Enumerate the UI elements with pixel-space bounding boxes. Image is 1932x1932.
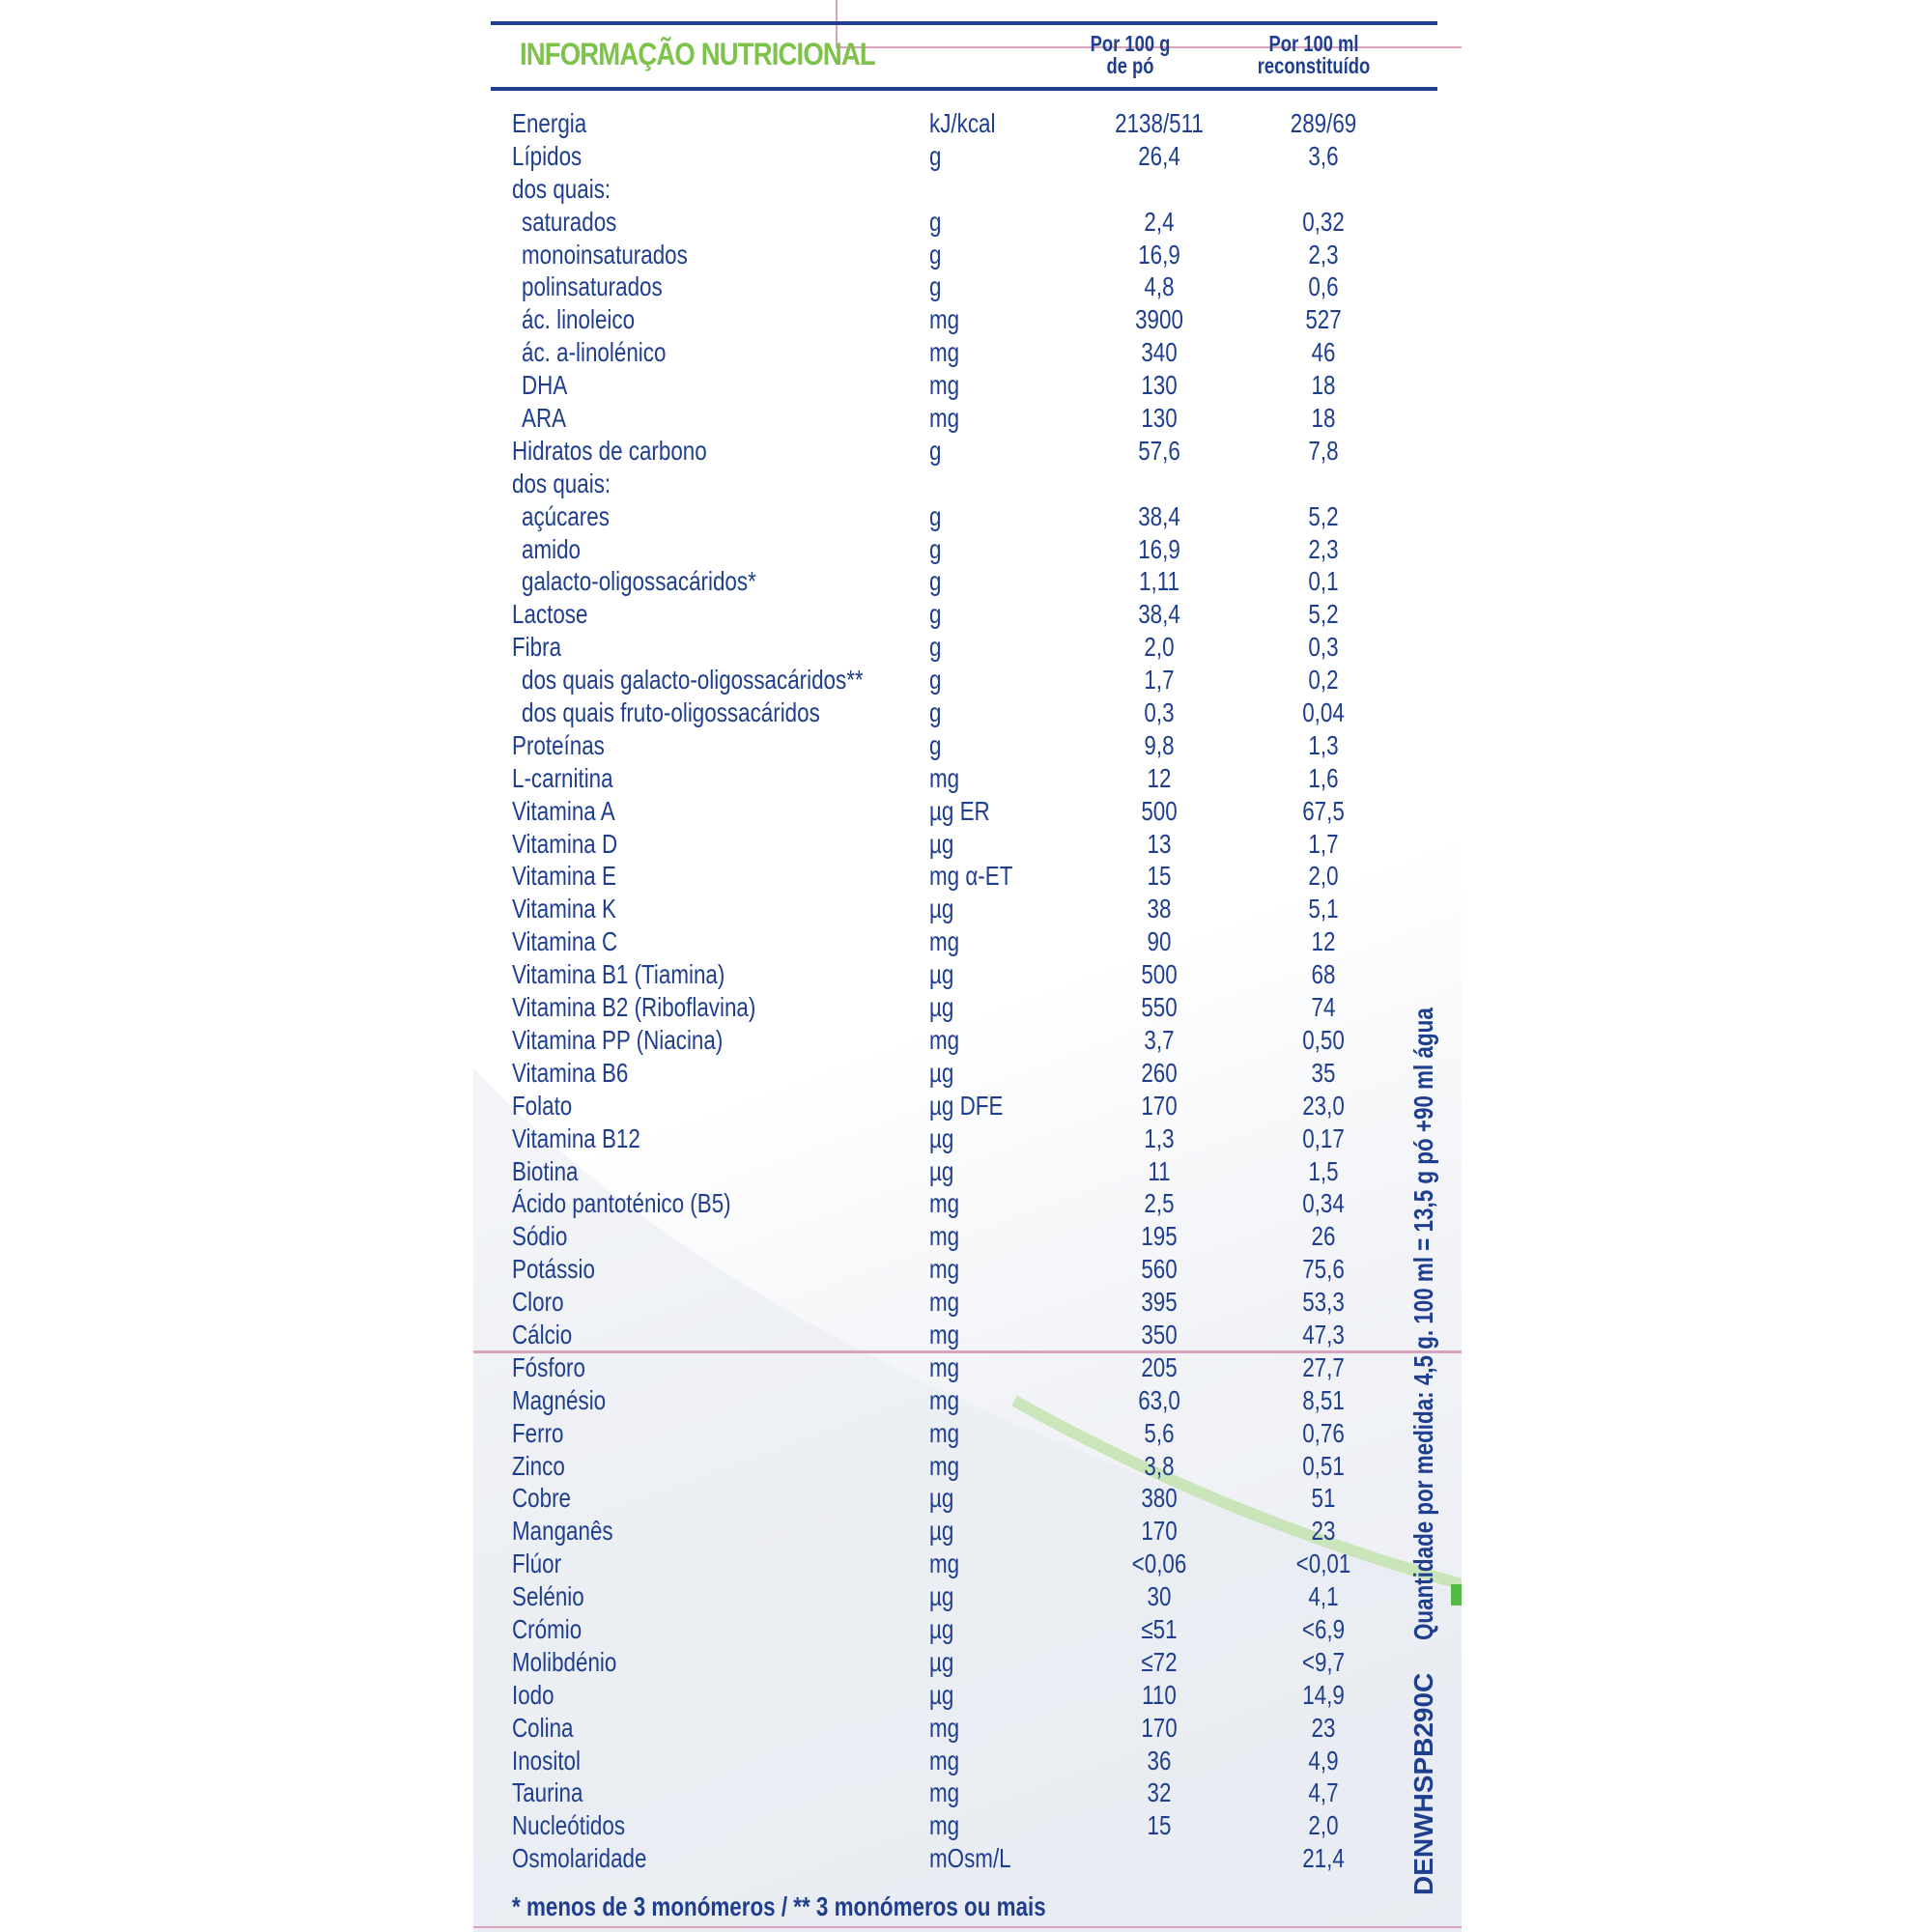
column-header-line: reconstituído [1257,53,1371,78]
value-per-100ml: 7,8 [1308,435,1339,466]
value-per-100g: 2,0 [1144,632,1175,663]
value-per-100ml: 35 [1311,1057,1336,1088]
nutrient-row [473,696,1462,729]
nutrient-unit: g [929,632,942,663]
value-per-100g: 38,4 [1138,500,1180,531]
nutrient-row [473,1384,1462,1417]
nutrient-row [473,402,1462,435]
nutrient-row [473,1745,1462,1777]
value-per-100g: 9,8 [1144,729,1175,760]
nutrient-row [473,1024,1462,1057]
value-per-100g: 3,8 [1144,1450,1175,1481]
nutrient-row [473,893,1462,925]
nutrient-name: Hidratos de carbono [512,435,707,466]
column-header-per-100ml [1236,33,1391,77]
nutrient-name: Folato [512,1090,573,1121]
value-per-100g: 15 [1147,861,1172,892]
nutrient-unit: mg [929,1351,960,1382]
nutrient-name: Lactose [512,599,588,630]
nutrient-unit: µg [929,1679,954,1710]
nutrient-name: Vitamina K [512,894,616,924]
value-per-100ml: 14,9 [1302,1679,1345,1710]
value-per-100g: 170 [1141,1516,1178,1547]
value-per-100ml: 1,6 [1308,762,1339,793]
nutrient-name: Ácido pantoténico (B5) [512,1188,731,1219]
nutrient-unit: mg [929,337,960,368]
value-per-100ml: 0,32 [1302,206,1345,237]
value-per-100g: 0,3 [1144,697,1175,728]
nutrient-unit: mg [929,1319,960,1350]
nutrient-name: dos quais galacto-oligossacáridos** [522,665,864,696]
nutrient-unit: mg [929,1548,960,1579]
nutrient-name: Vitamina B12 [512,1122,640,1153]
nutrient-row [473,500,1462,533]
nutrient-name: Iodo [512,1679,554,1710]
nutrient-unit: g [929,435,942,466]
nutrient-unit: µg ER [929,795,990,826]
value-per-100g: 205 [1141,1351,1178,1382]
nutrient-row [473,958,1462,991]
value-per-100g: 5,6 [1144,1417,1175,1448]
value-per-100ml: 4,7 [1308,1777,1339,1808]
value-per-100g: ≤51 [1141,1613,1178,1644]
nutrient-name: Cobre [512,1483,572,1514]
nutrient-row [473,1057,1462,1090]
nutrient-name: Vitamina E [512,861,616,892]
column-header-per-100g [1053,33,1208,77]
value-per-100ml: 0,2 [1308,665,1339,696]
value-per-100g: 195 [1141,1221,1178,1252]
nutrient-unit: µg [929,894,954,924]
nutrient-unit: g [929,697,942,728]
nutrient-name: Vitamina A [512,795,615,826]
value-per-100ml: 75,6 [1302,1254,1345,1285]
value-per-100ml: 53,3 [1302,1287,1345,1318]
value-per-100ml: 2,0 [1308,861,1339,892]
value-per-100ml: 5,2 [1308,599,1339,630]
value-per-100g: 170 [1141,1712,1178,1743]
nutrient-row [473,1450,1462,1483]
nutrient-row [473,140,1462,173]
value-per-100g: 16,9 [1138,239,1180,270]
header-rule-bottom [491,87,1437,91]
nutrient-name: Vitamina B2 (Riboflavina) [512,992,756,1023]
value-per-100ml: 1,3 [1308,729,1339,760]
nutrient-row [473,1679,1462,1712]
value-per-100g: 560 [1141,1254,1178,1285]
nutrient-name: Taurina [512,1777,583,1808]
value-per-100g: 3900 [1135,304,1183,335]
nutrient-name: dos quais fruto-oligossacáridos [522,697,820,728]
value-per-100ml: 0,1 [1308,566,1339,597]
nutrient-row [473,1712,1462,1745]
value-per-100ml: 27,7 [1302,1351,1345,1382]
product-code: DENWHSPB290C [1408,1672,1438,1895]
value-per-100ml: 12 [1311,926,1336,957]
nutrient-row [473,729,1462,762]
value-per-100g: 12 [1147,762,1172,793]
nutrient-name: Vitamina C [512,926,618,957]
nutrient-name: amido [522,533,582,564]
value-per-100ml: 0,3 [1308,632,1339,663]
nutrient-name: Biotina [512,1155,579,1186]
nutrient-name: Osmolaridade [512,1843,647,1874]
value-per-100g: 36 [1147,1745,1172,1776]
nutrient-name: Manganês [512,1516,613,1547]
nutrient-unit: mg [929,1777,960,1808]
value-per-100g: 500 [1141,795,1178,826]
nutrient-name: monoinsaturados [522,239,688,270]
value-per-100g: 38 [1147,894,1172,924]
value-per-100g: 1,3 [1144,1122,1175,1153]
nutrient-unit: mg [929,762,960,793]
nutrient-row [473,107,1462,140]
nutrient-row [473,1220,1462,1253]
value-per-100g: 130 [1141,370,1178,401]
nutrient-unit: mg [929,370,960,401]
nutrient-row [473,239,1462,271]
value-per-100g: 4,8 [1144,271,1175,302]
nutrient-row [473,1515,1462,1548]
nutrient-name: Vitamina B6 [512,1057,629,1088]
nutrient-row [473,1776,1462,1809]
nutrient-unit: mg [929,1810,960,1841]
value-per-100g: 11 [1148,1155,1171,1186]
nutrient-unit: g [929,665,942,696]
value-per-100ml: <9,7 [1301,1646,1346,1677]
value-per-100ml: 74 [1311,992,1336,1023]
nutrient-row [473,1155,1462,1188]
nutrient-unit: mg [929,926,960,957]
nutrient-row [473,1417,1462,1450]
value-per-100g: 1,11 [1139,566,1179,597]
nutrient-name: Cloro [512,1287,564,1318]
nutrient-name: ác. a-linolénico [522,337,667,368]
value-per-100ml: 46 [1311,337,1336,368]
nutrient-row [473,762,1462,795]
nutrient-unit: µg [929,1516,954,1547]
nutrient-row [473,1842,1462,1875]
nutrient-unit: g [929,533,942,564]
value-per-100g: 260 [1141,1057,1178,1088]
registration-line-bottom [473,1926,1462,1928]
nutrient-unit: mg α-ET [929,861,1013,892]
nutrient-row [473,991,1462,1024]
nutrient-name: Colina [512,1712,574,1743]
value-per-100g: 30 [1147,1581,1172,1612]
value-per-100g: 16,9 [1138,533,1180,564]
nutrient-unit: µg [929,992,954,1023]
value-per-100g: ≤72 [1141,1646,1178,1677]
nutrient-unit: µg [929,1646,954,1677]
value-per-100ml: 0,76 [1302,1417,1345,1448]
nutrient-unit: mg [929,1024,960,1055]
nutrient-unit: mg [929,403,960,434]
nutrient-unit: mOsm/L [929,1843,1011,1874]
value-per-100ml: 23 [1311,1712,1336,1743]
value-per-100g: 63,0 [1138,1384,1180,1415]
nutrient-unit: kJ/kcal [929,108,996,138]
nutrient-row [473,1286,1462,1319]
nutrient-row [473,664,1462,696]
column-header-line: Por 100 ml [1268,31,1359,56]
value-per-100ml: 0,6 [1308,271,1339,302]
nutrient-name: Vitamina B1 (Tiamina) [512,959,725,990]
nutrient-row [473,631,1462,664]
nutrient-unit: g [929,500,942,531]
nutrient-row [473,1319,1462,1351]
nutrient-unit: µg [929,828,954,859]
nutrient-name: Potássio [512,1254,595,1285]
side-note [1408,849,1439,1895]
nutrient-unit: g [929,239,942,270]
value-per-100g: 32 [1147,1777,1172,1808]
nutrient-name: L-carnitina [512,762,613,793]
nutrition-panel [473,0,1462,1932]
nutrient-unit: mg [929,1254,960,1285]
nutrient-row [473,1090,1462,1122]
nutrient-unit: µg [929,1122,954,1153]
value-per-100ml: 26 [1311,1221,1336,1252]
nutrient-unit: g [929,206,942,237]
nutrient-row [473,598,1462,631]
nutrient-name: DHA [522,370,568,401]
value-per-100g: 110 [1142,1679,1177,1710]
value-per-100g: 15 [1147,1810,1172,1841]
nutrient-name: Selénio [512,1581,584,1612]
nutrient-name: Proteínas [512,729,605,760]
value-per-100ml: 23 [1311,1516,1336,1547]
nutrient-unit: g [929,140,942,171]
value-per-100ml: 18 [1311,370,1336,401]
nutrient-unit: µg [929,1057,954,1088]
value-per-100ml: <6,9 [1301,1613,1346,1644]
value-per-100g: 2,5 [1144,1188,1175,1219]
nutrient-row [473,369,1462,402]
value-per-100ml: 3,6 [1308,140,1339,171]
nutrient-name: Cálcio [512,1319,573,1350]
nutrient-row [473,925,1462,958]
value-per-100ml: <0,01 [1295,1548,1351,1579]
nutrient-name: dos quais: [512,173,611,204]
column-header-line: de pó [1106,53,1154,78]
value-per-100ml: 289/69 [1290,108,1357,138]
nutrient-name: açúcares [522,500,610,531]
value-per-100g: 550 [1141,992,1178,1023]
nutrient-name: Nucleótidos [512,1810,626,1841]
nutrient-unit: g [929,599,942,630]
value-per-100g: 170 [1141,1090,1178,1121]
nutrient-unit: µg DFE [929,1090,1004,1121]
nutrient-unit: mg [929,1417,960,1448]
nutrient-unit: g [929,566,942,597]
nutrient-unit: mg [929,1450,960,1481]
nutrient-name: Vitamina PP (Niacina) [512,1024,724,1055]
value-per-100ml: 4,1 [1308,1581,1339,1612]
value-per-100ml: 0,50 [1302,1024,1345,1055]
nutrient-row [473,1646,1462,1679]
value-per-100ml: 23,0 [1302,1090,1345,1121]
value-per-100ml: 1,7 [1308,828,1339,859]
nutrient-row [473,860,1462,893]
nutrient-name: Vitamina D [512,828,618,859]
nutrient-name: Fósforo [512,1351,585,1382]
nutrient-row [473,173,1462,206]
value-per-100g: 130 [1141,403,1178,434]
value-per-100g: 26,4 [1138,140,1180,171]
header-rule-top [491,21,1437,25]
nutrient-row [473,533,1462,566]
nutrient-row [473,206,1462,239]
nutrient-name: Energia [512,108,587,138]
nutrient-name: Lípidos [512,140,582,171]
nutrient-unit: µg [929,1155,954,1186]
nutrient-row [473,828,1462,861]
nutrient-row [473,1548,1462,1580]
value-per-100ml: 2,3 [1308,533,1339,564]
nutrient-name: saturados [522,206,617,237]
nutrient-unit: mg [929,1287,960,1318]
nutrient-row [473,468,1462,500]
value-per-100ml: 4,9 [1308,1745,1339,1776]
nutrient-unit: µg [929,1613,954,1644]
nutrient-name: dos quais: [512,468,611,498]
value-per-100g: 1,7 [1144,665,1175,696]
nutrient-row [473,795,1462,828]
value-per-100g: 350 [1141,1319,1178,1350]
value-per-100g: 500 [1141,959,1178,990]
nutrient-name: ARA [522,403,567,434]
nutrient-name: Zinco [512,1450,565,1481]
value-per-100ml: 5,2 [1308,500,1339,531]
value-per-100ml: 47,3 [1302,1319,1345,1350]
nutrient-row [473,270,1462,303]
value-per-100ml: 8,51 [1302,1384,1345,1415]
value-per-100g: 395 [1141,1287,1178,1318]
value-per-100g: 13 [1147,828,1172,859]
nutrient-row [473,1351,1462,1384]
value-per-100g: <0,06 [1131,1548,1187,1579]
nutrient-row [473,1122,1462,1155]
table-title: INFORMAÇÃO NUTRICIONAL [520,37,875,71]
value-per-100g: 3,7 [1144,1024,1175,1055]
nutrient-unit: µg [929,959,954,990]
value-per-100ml: 0,17 [1302,1122,1345,1153]
nutrient-unit: mg [929,1188,960,1219]
nutrient-name: Crómio [512,1613,582,1644]
nutrient-name: Magnésio [512,1384,607,1415]
nutrient-name: Fibra [512,632,562,663]
value-per-100g: 57,6 [1138,435,1180,466]
nutrient-unit: mg [929,304,960,335]
value-per-100ml: 21,4 [1302,1843,1345,1874]
value-per-100g: 90 [1147,926,1172,957]
nutrient-unit: mg [929,1221,960,1252]
nutrient-name: galacto-oligossacáridos* [522,566,756,597]
nutrient-unit: mg [929,1384,960,1415]
value-per-100g: 38,4 [1138,599,1180,630]
value-per-100ml: 527 [1305,304,1342,335]
value-per-100ml: 2,3 [1308,239,1339,270]
value-per-100g: 2,4 [1144,206,1175,237]
nutrient-row [473,1809,1462,1842]
value-per-100ml: 2,0 [1308,1810,1339,1841]
nutrient-row [473,1253,1462,1286]
value-per-100ml: 0,04 [1302,697,1345,728]
nutrient-unit: µg [929,1483,954,1514]
nutrient-name: Flúor [512,1548,562,1579]
value-per-100g: 2138/511 [1115,108,1204,138]
value-per-100ml: 1,5 [1308,1155,1339,1186]
nutrient-row [473,1187,1462,1220]
nutrient-row [473,1580,1462,1613]
value-per-100ml: 0,34 [1302,1188,1345,1219]
value-per-100ml: 68 [1311,959,1336,990]
serving-instructions: Quantidade por medida: 4,5 g. 100 ml = 13,5 g pó +90 ml água [1408,1008,1438,1640]
nutrient-name: ác. linoleico [522,304,636,335]
nutrient-name: Ferro [512,1417,564,1448]
value-per-100ml: 67,5 [1302,795,1345,826]
value-per-100ml: 5,1 [1308,894,1339,924]
column-header-line: Por 100 g [1090,31,1171,56]
footnote: * menos de 3 monómeros / ** 3 monómeros ou mais [512,1891,1046,1921]
nutrient-row [473,336,1462,369]
nutrient-unit: g [929,271,942,302]
nutrient-unit: mg [929,1712,960,1743]
nutrient-name: Molibdénio [512,1646,617,1677]
value-per-100g: 380 [1141,1483,1178,1514]
nutrient-name: Sódio [512,1221,568,1252]
nutrient-row [473,303,1462,336]
nutrient-row [473,435,1462,468]
value-per-100ml: 0,51 [1302,1450,1345,1481]
nutrient-unit: g [929,729,942,760]
nutrient-unit: mg [929,1745,960,1776]
value-per-100ml: 51 [1311,1483,1336,1514]
nutrient-row [473,565,1462,598]
value-per-100ml: 18 [1311,403,1336,434]
nutrient-row [473,1482,1462,1515]
nutrient-name: Inositol [512,1745,581,1776]
value-per-100g: 340 [1141,337,1178,368]
nutrient-row [473,1613,1462,1646]
nutrient-table [473,107,1462,1875]
nutrient-name: polinsaturados [522,271,663,302]
nutrient-unit: µg [929,1581,954,1612]
